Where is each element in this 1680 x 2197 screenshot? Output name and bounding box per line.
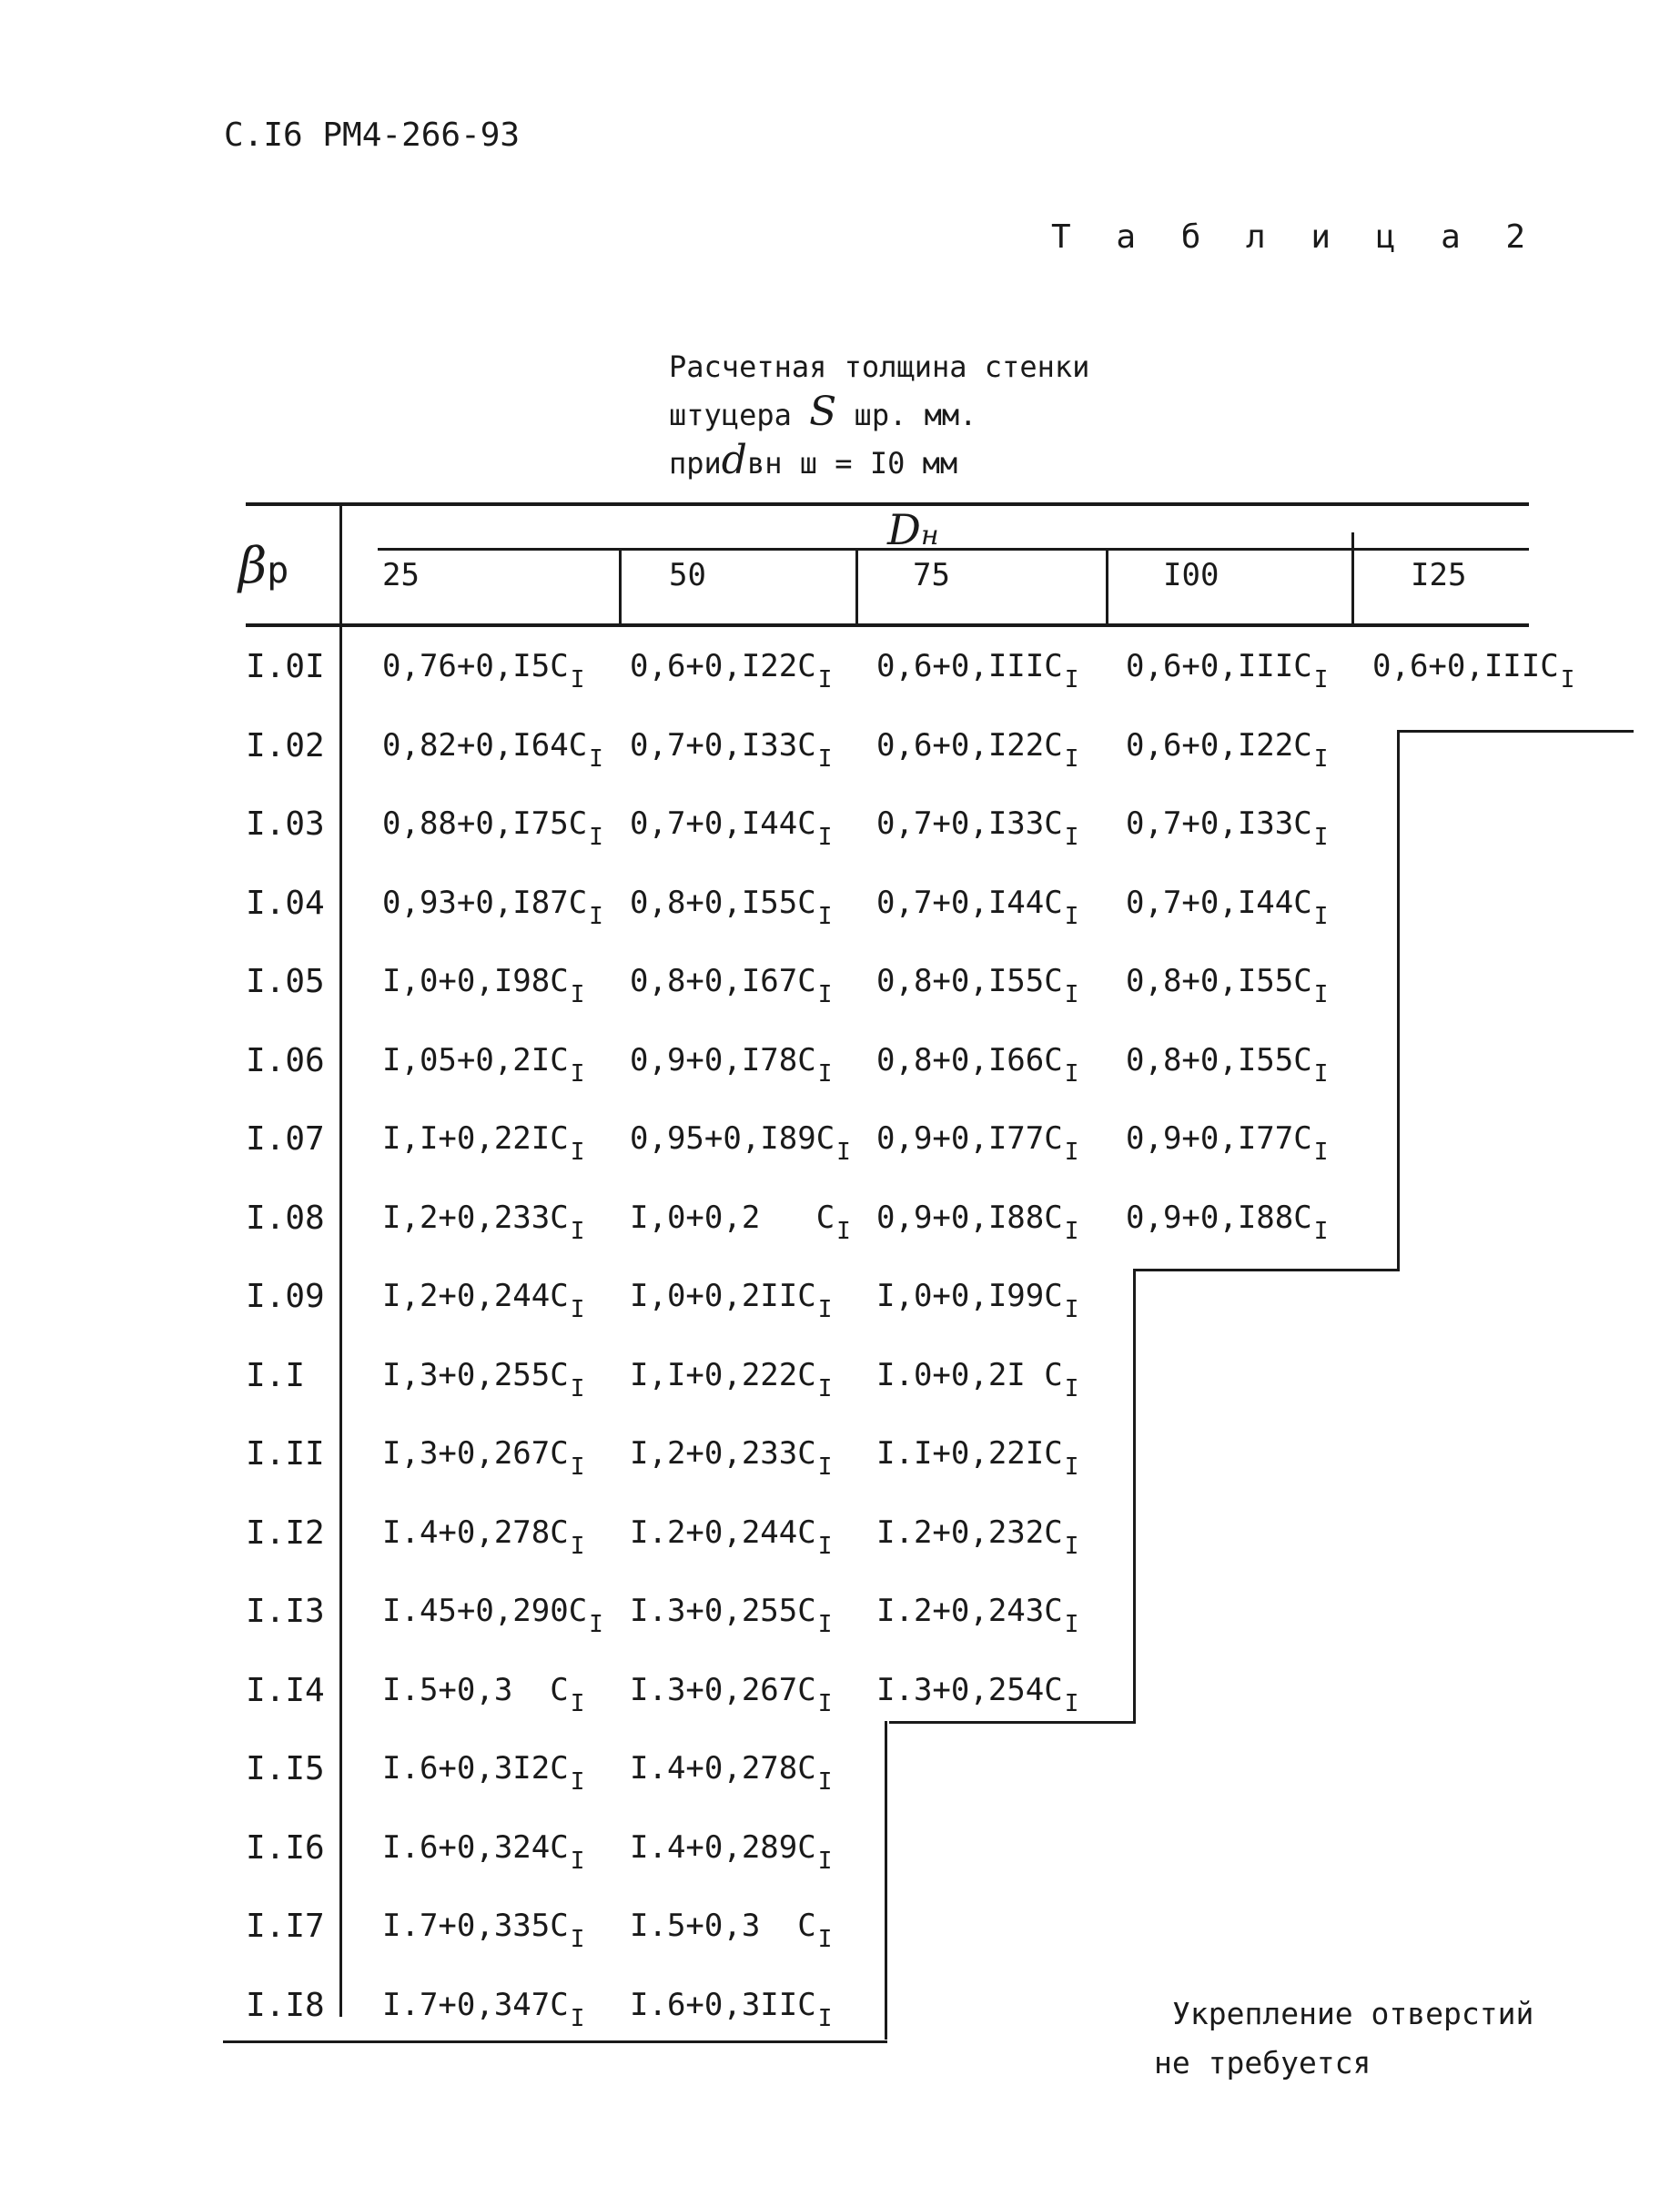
cell-value: I.2+0,244C [630,1514,816,1551]
cell-value: 0,9+0,I78C [630,1042,816,1078]
cell-value: 0,8+0,I55C [630,885,816,921]
caption-symbol-s: S [809,389,837,435]
table-cell [876,1672,1079,1717]
table-cell [382,1514,585,1560]
cell-subscript: I [589,824,603,851]
cell-value: 0,8+0,I55C [876,963,1063,999]
table-cell [630,1357,833,1402]
cell-value: 0,95+0,I89C [630,1120,835,1157]
cell-value: I.0+0,2I C [876,1357,1063,1393]
cell-value: I.I+0,22IC [876,1435,1063,1472]
table-cell [630,1750,833,1796]
cell-value: 0,7+0,I44C [876,885,1063,921]
table-cell [876,1042,1079,1088]
cell-subscript: I [1064,1690,1079,1717]
cell-value: I.3+0,255C [630,1593,816,1629]
cell-value: I,05+0,2IC [382,1042,569,1078]
table-cell [630,648,833,694]
table-cell [630,1514,833,1560]
table-cell [876,1514,1079,1560]
cell-subscript: I [1064,1453,1079,1481]
table-cell [630,885,833,930]
col-divider-4 [1351,532,1354,625]
row-label: I.07 [246,1120,325,1158]
cell-value: I.6+0,3I2C [382,1750,569,1787]
caption-symbol-d: d [721,437,747,483]
table-cell [630,1908,833,1953]
row-label: I.02 [246,727,325,764]
table-cell [876,727,1079,773]
table-cell [630,1120,851,1166]
table-cell [382,1829,585,1875]
row-label: I.03 [246,805,325,843]
caption-line-2-prefix: штуцера [669,398,792,432]
cell-subscript: I [570,1375,585,1402]
group-header-rule [378,548,1529,551]
cell-subscript: I [1313,666,1329,694]
column-header-rule [246,623,1529,627]
col-divider-2 [855,551,858,625]
table-cell [876,1200,1079,1245]
cell-subscript: I [1313,981,1329,1008]
cell-subscript: I [570,981,585,1008]
cell-subscript: I [1313,1139,1329,1166]
table-cell [630,1042,833,1088]
cell-value: 0,9+0,I88C [876,1200,1063,1236]
col-divider-1 [619,551,622,625]
cell-subscript: I [817,1296,833,1323]
cell-value: 0,7+0,I33C [630,727,816,764]
cell-subscript: I [1313,824,1329,851]
table-cell [382,1593,603,1638]
cell-subscript: I [570,1690,585,1717]
cell-value: I,3+0,267C [382,1435,569,1472]
cell-subscript: I [817,981,833,1008]
row-label: I.09 [246,1278,325,1315]
table-cell [382,1357,585,1402]
cell-subscript: I [817,1533,833,1560]
cell-subscript: I [817,745,833,773]
table-cell [630,1672,833,1717]
cell-subscript: I [589,1611,603,1638]
cell-value: 0,82+0,I64C [382,727,588,764]
cell-value: I.6+0,324C [382,1829,569,1866]
table-cell [382,1120,585,1166]
cell-subscript: I [1064,824,1079,851]
table-cell [1126,1042,1329,1088]
table-cell [382,1672,585,1717]
cell-value: 0,6+0,IIIC [876,648,1063,684]
cell-subscript: I [570,1533,585,1560]
beta-subscript: р [267,550,289,592]
cell-value: I.4+0,289C [630,1829,816,1866]
cell-value: I.4+0,278C [630,1750,816,1787]
caption-line-3 [669,438,1089,486]
cell-value: 0,9+0,I88C [1126,1200,1312,1236]
cell-value: 0,6+0,IIIC [1126,648,1312,684]
table-cell [382,1435,585,1481]
table-cell [382,885,603,930]
row-label: I.I5 [246,1750,325,1787]
cell-subscript: I [1064,1533,1079,1560]
row-header-beta [238,537,288,594]
table-cell [1126,727,1329,773]
table-cell [382,805,603,851]
table-cell [382,648,585,694]
column-header-125: I25 [1411,557,1467,593]
table-cell [876,805,1079,851]
table-cell [382,1908,585,1953]
table-cell [1126,805,1329,851]
dn-subscript: н [920,520,939,552]
cell-value: 0,93+0,I87C [382,885,588,921]
cell-subscript: I [817,1690,833,1717]
cell-subscript: I [1313,1218,1329,1245]
cell-subscript: I [1064,745,1079,773]
column-header-75: 75 [913,557,950,593]
cell-subscript: I [570,1453,585,1481]
cell-value: I,3+0,255C [382,1357,569,1393]
cell-subscript: I [817,1926,833,1953]
col-divider-3 [1106,551,1108,625]
cell-value: 0,6+0,I22C [876,727,1063,764]
cell-subscript: I [817,824,833,851]
cell-subscript: I [570,1926,585,1953]
cell-value: I,I+0,22IC [382,1120,569,1157]
table-cell [1126,648,1329,694]
caption-line-3-suffix: вн ш = I0 мм [746,446,958,481]
cell-value: 0,9+0,I77C [1126,1120,1312,1157]
cell-subscript: I [570,1218,585,1245]
table-cell [876,963,1079,1008]
cell-subscript: I [570,1768,585,1796]
cell-value: 0,6+0,I22C [1126,727,1312,764]
cell-subscript: I [589,745,603,773]
cell-value: I.7+0,347C [382,1987,569,2023]
cell-subscript: I [817,1375,833,1402]
table-cell [630,1200,851,1245]
cell-value: I.3+0,254C [876,1672,1063,1708]
cell-subscript: I [570,1060,585,1088]
cell-value: I.7+0,335C [382,1908,569,1944]
cell-value: I.5+0,3 C [382,1672,569,1708]
table-caption [669,344,1089,486]
caption-line-2-suffix: шр. мм. [854,398,977,432]
cell-value: 0,7+0,I33C [876,805,1063,842]
cell-value: 0,88+0,I75C [382,805,588,842]
cell-value: 0,8+0,I67C [630,963,816,999]
cell-subscript: I [817,1768,833,1796]
cell-value: I,I+0,222C [630,1357,816,1393]
cell-subscript: I [1313,745,1329,773]
row-label: I.I4 [246,1672,325,1709]
cell-subscript: I [1064,1296,1079,1323]
table-cell [1126,1120,1329,1166]
table-cell [382,727,603,773]
cell-value: 0,8+0,I66C [876,1042,1063,1078]
row-label: I.II [246,1435,325,1473]
row-label: I.I [246,1357,306,1394]
table-cell [382,1278,585,1323]
row-label: I.08 [246,1200,325,1237]
table-cell [876,885,1079,930]
note [1154,1989,1534,2088]
cell-value: I,2+0,233C [630,1435,816,1472]
cell-subscript: I [570,1139,585,1166]
cell-value: 0,7+0,I44C [630,805,816,842]
cell-subscript: I [817,1453,833,1481]
cell-subscript: I [817,1848,833,1875]
step-line-c [885,1721,887,2040]
caption-line-1: Расчетная толщина стенки [669,349,1090,384]
page-reference: С.I6 PM4-266-93 [224,116,521,154]
caption-line-3-prefix: при [669,446,722,481]
cell-subscript: I [817,1060,833,1088]
cell-value: I,0+0,I98C [382,963,569,999]
cell-value: 0,6+0,IIIC [1372,648,1559,684]
table-bottom-rule [223,2040,887,2043]
table-cell [876,648,1079,694]
beta-symbol: β [238,537,268,594]
table-cell [630,1987,833,2032]
row-label: I.04 [246,885,325,922]
cell-subscript: I [836,1218,851,1245]
cell-value: I.2+0,243C [876,1593,1063,1629]
cell-value: I,0+0,I99C [876,1278,1063,1314]
column-header-25: 25 [382,557,420,593]
row-label: I.I3 [246,1593,325,1630]
cell-value: I.4+0,278C [382,1514,569,1551]
cell-subscript: I [1313,1060,1329,1088]
cell-value: I.45+0,290C [382,1593,588,1629]
step-line-b-top [1133,1269,1400,1271]
cell-value: 0,7+0,I44C [1126,885,1312,921]
table-label: Т а б л и ц а 2 [1051,218,1539,256]
table-cell [876,1357,1079,1402]
note-line-1: Укрепление отверстий [1172,1996,1534,2031]
table-cell [630,1278,833,1323]
cell-subscript: I [1064,1611,1079,1638]
table-cell [876,1435,1079,1481]
cell-subscript: I [1064,666,1079,694]
cell-subscript: I [1064,903,1079,930]
table-cell [1372,648,1575,694]
table-cell [630,1593,833,1638]
table-cell [382,963,585,1008]
row-label: I.I8 [246,1987,325,2024]
table-cell [630,1435,833,1481]
step-line-c-top [889,1721,1136,1724]
table-cell [630,963,833,1008]
table-cell [382,1200,585,1245]
cell-subscript: I [1560,666,1575,694]
cell-value: I.2+0,232C [876,1514,1063,1551]
cell-value: I,2+0,244C [382,1278,569,1314]
cell-value: 0,8+0,I55C [1126,963,1312,999]
cell-value: 0,76+0,I5C [382,648,569,684]
cell-subscript: I [817,903,833,930]
table-cell [382,1042,585,1088]
cell-value: I,2+0,233C [382,1200,569,1236]
step-line-a-top [1397,730,1634,733]
row-label: I.I7 [246,1908,325,1945]
cell-subscript: I [817,666,833,694]
cell-value: I.6+0,3IIC [630,1987,816,2023]
cell-subscript: I [570,1848,585,1875]
table-cell [876,1120,1079,1166]
row-label: I.05 [246,963,325,1000]
cell-value: I.5+0,3 C [630,1908,816,1944]
cell-subscript: I [817,1611,833,1638]
cell-value: 0,6+0,I22C [630,648,816,684]
table-cell [630,1829,833,1875]
table-cell [630,805,833,851]
table-cell [876,1593,1079,1638]
cell-subscript: I [589,903,603,930]
cell-value: I,0+0,2IIC [630,1278,816,1314]
cell-value: I.3+0,267C [630,1672,816,1708]
table-cell [1126,963,1329,1008]
cell-subscript: I [570,1296,585,1323]
row-label: I.I2 [246,1514,325,1552]
cell-value: 0,7+0,I33C [1126,805,1312,842]
cell-subscript: I [1064,1375,1079,1402]
table-cell [1126,885,1329,930]
dn-symbol: D [887,505,921,554]
column-header-100: I00 [1163,557,1220,593]
cell-subscript: I [1064,1060,1079,1088]
caption-line-2 [669,390,1089,438]
table-cell [382,1750,585,1796]
cell-value: I,0+0,2 C [630,1200,835,1236]
step-line-a [1397,730,1400,1271]
table-cell [382,1987,585,2032]
table-cell [876,1278,1079,1323]
cell-subscript: I [817,2005,833,2032]
cell-subscript: I [1064,981,1079,1008]
cell-subscript: I [836,1139,851,1166]
cell-subscript: I [1313,903,1329,930]
cell-value: 0,9+0,I77C [876,1120,1063,1157]
step-line-b [1133,1269,1136,1724]
table-cell [630,727,833,773]
row-label: I.I6 [246,1829,325,1867]
group-header-dn [887,505,939,554]
cell-subscript: I [1064,1218,1079,1245]
row-label: I.0I [246,648,325,685]
cell-value: 0,8+0,I55C [1126,1042,1312,1078]
cell-subscript: I [570,2005,585,2032]
cell-subscript: I [570,666,585,694]
row-label-divider [339,506,342,2017]
cell-subscript: I [1064,1139,1079,1166]
table-cell [1126,1200,1329,1245]
row-label: I.06 [246,1042,325,1079]
note-line-2: не требуется [1154,2045,1371,2081]
column-header-50: 50 [669,557,706,593]
